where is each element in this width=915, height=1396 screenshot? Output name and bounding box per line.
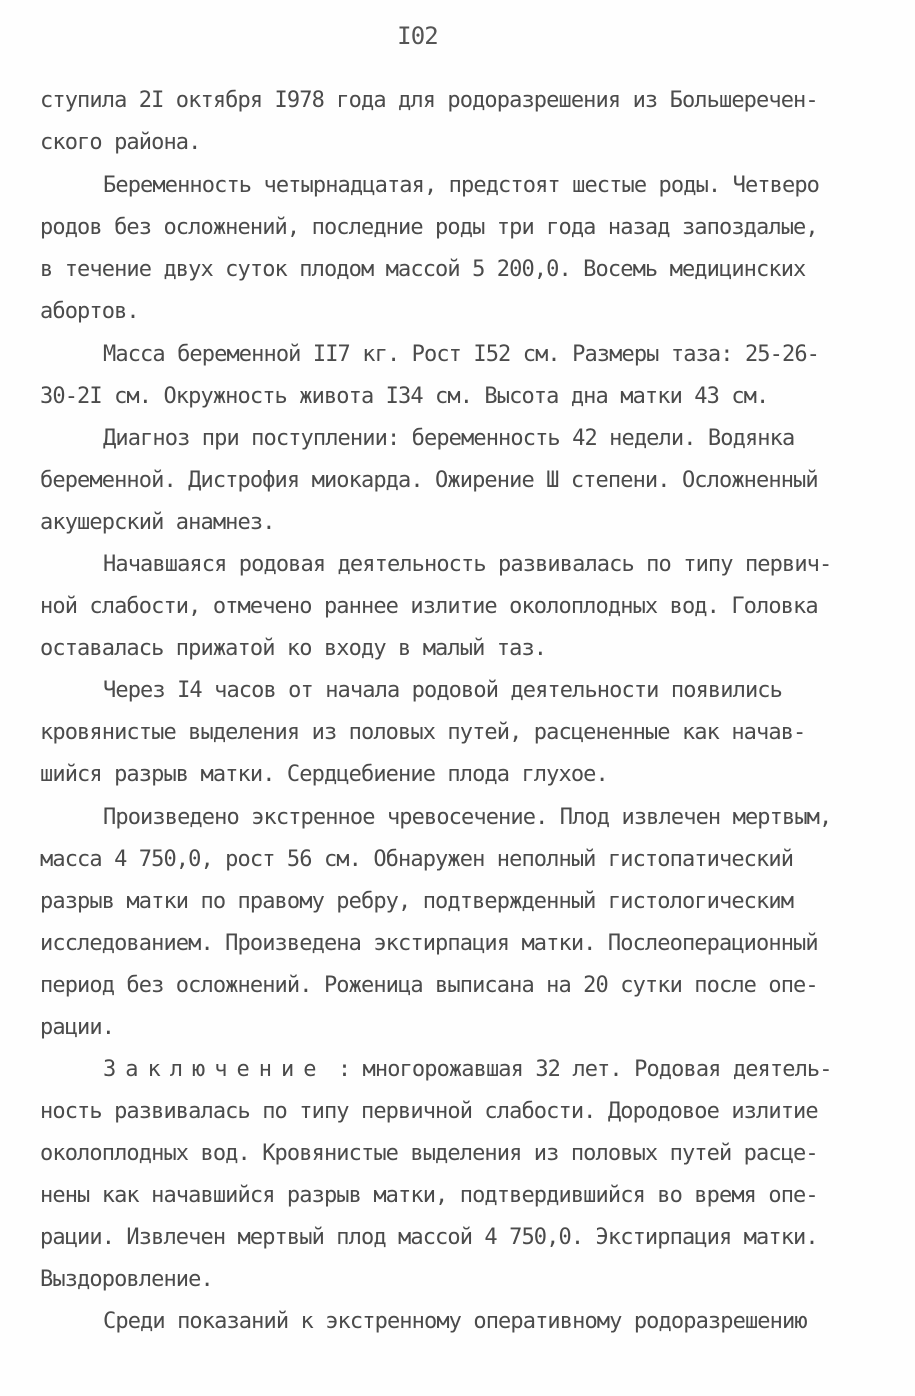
text-line: Диагноз при поступлении: беременность 42 недели. Водянка [103, 426, 795, 451]
text-line: Масса беременной II7 кг. Рост I52 см. Размеры таза: 25-26- [103, 342, 820, 367]
text-line: Начавшаяся родовая деятельность развивалась по типу первич- [103, 552, 832, 577]
text-line: нены как начавшийся разрыв матки, подтвердившийся во время опе- [40, 1183, 818, 1208]
text-line: кровянистые выделения из половых путей, расцененные как начав- [40, 720, 806, 745]
text-line: исследованием. Произведена экстирпация матки. Послеоперационный [40, 931, 818, 956]
conclusion-heading: Заключение [103, 1057, 326, 1082]
text-line: родов без осложнений, последние роды три года назад запоздалые, [40, 215, 818, 240]
text-line: шийся разрыв матки. Сердцебиение плода глухое. [40, 762, 608, 787]
text-line: околоплодных вод. Кровянистые выделения из половых путей расце- [40, 1141, 818, 1166]
text-line: Произведено экстренное чревосечение. Плод извлечен мертвым, [103, 805, 832, 830]
text-line: оставалась прижатой ко входу в малый таз. [40, 636, 547, 661]
text-line: рации. Извлечен мертвый плод массой 4 750,0. Экстирпация матки. [40, 1225, 818, 1250]
text-line: разрыв матки по правому ребру, подтвержденный гистологическим [40, 889, 794, 914]
text-line: ского района. [40, 130, 201, 155]
text-line: Среди показаний к экстренному оперативному родоразрешению [103, 1309, 807, 1334]
text-line: 30-2I см. Окружность живота I34 см. Высота дна матки 43 см. [40, 384, 769, 409]
text-line: рации. [40, 1015, 115, 1040]
conclusion-line [103, 1055, 832, 1085]
text-line: ной слабости, отмечено раннее излитие околоплодных вод. Головка [40, 594, 818, 619]
text-line: в течение двух суток плодом массой 5 200,0. Восемь медицинских [40, 257, 806, 282]
text-line: Беременность четырнадцатая, предстоят шестые роды. Четверо [103, 173, 820, 198]
text-line: период без осложнений. Роженица выписана на 20 сутки после опе- [40, 973, 818, 998]
text-line: Выздоровление. [40, 1267, 213, 1292]
conclusion-text: : многорожавшая 32 лет. Родовая деятель- [337, 1057, 832, 1082]
text-line: акушерский анамнез. [40, 510, 275, 535]
text-line: Через I4 часов от начала родовой деятельности появились [103, 678, 782, 703]
text-line: абортов. [40, 299, 139, 324]
page-number: I02 [397, 22, 438, 50]
text-line: масса 4 750,0, рост 56 см. Обнаружен неполный гистопатический [40, 847, 794, 872]
text-line: ность развивалась по типу первичной слабости. Дородовое излитие [40, 1099, 818, 1124]
text-line: ступила 2I октября I978 года для родоразрешения из Большеречен- [40, 88, 818, 113]
text-line: беременной. Дистрофия миокарда. Ожирение Ш степени. Осложненный [40, 468, 818, 493]
